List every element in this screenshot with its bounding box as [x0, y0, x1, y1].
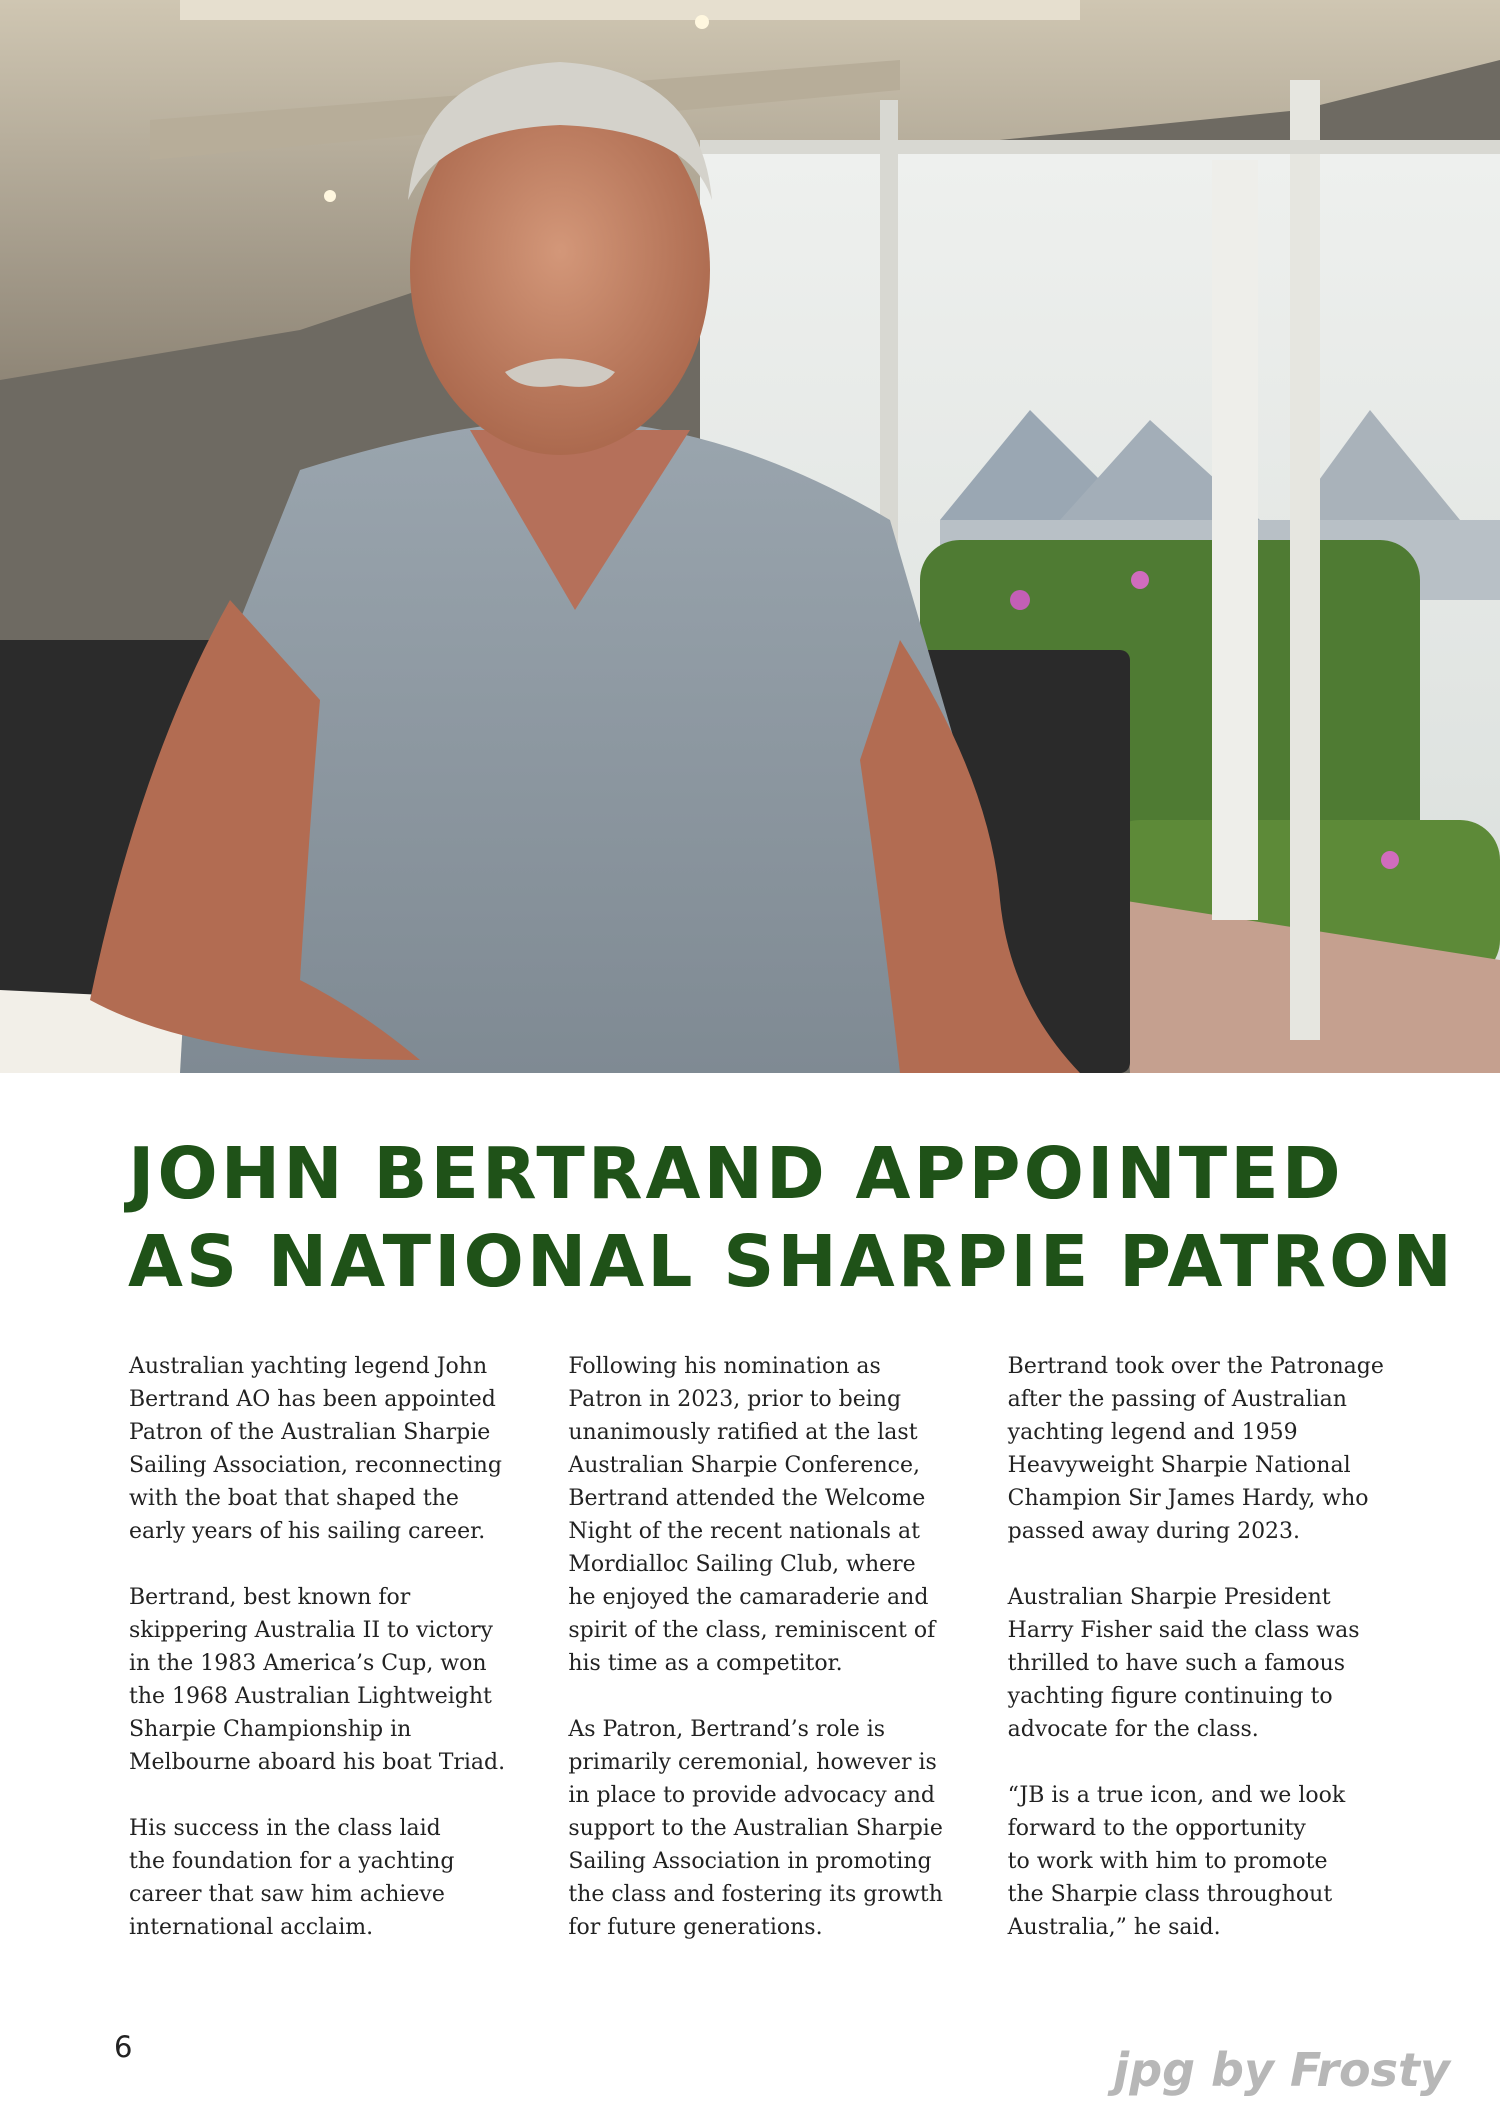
page-number: 6	[114, 2030, 133, 2064]
paragraph: As Patron, Bertrand’s role is primarily ceremonial, however is in place to provide advocacy and support to the Australian Sharpie Sailing Association in promoting the class and fostering its growth for future generations.	[568, 1717, 943, 1940]
paragraph: Following his nomination as Patron in 2023, prior to being unanimously ratified at the last Australian Sharpie Conference, Bertrand attended the Welcome Night of the recent nationals at Mordialloc Sailing Club, where he enjoyed the camaraderie and spirit of the class, reminiscent of his time as a competitor.	[568, 1354, 936, 1676]
paragraph: Australian yachting legend John Bertrand AO has been appointed Patron of the Australian Sharpie Sailing Association, reconnecting with the boat that shaped the early years of his sailing career.	[129, 1354, 502, 1544]
paragraph: Bertrand, best known for skippering Australia II to victory in the 1983 America’s Cup, won the 1968 Australian Lightweight Sharpie Championship in Melbourne aboard his boat Triad.	[129, 1585, 506, 1775]
paragraph: “JB is a true icon, and we look forward to the opportunity to work with him to promote the Sharpie class throughout Australia,” he said.	[1007, 1783, 1346, 1940]
paragraph: His success in the class laid the foundation for a yachting career that saw him achieve international acclaim.	[129, 1816, 455, 1940]
watermark: jpg by Frosty	[1113, 2043, 1450, 2097]
paragraph: Bertrand took over the Patronage after the passing of Australian yachting legend and 1959 Heavyweight Sharpie National Champion Sir James Hardy, who passed away during 2023.	[1007, 1354, 1384, 1544]
paragraph: Australian Sharpie President Harry Fisher said the class was thrilled to have such a famous yachting figure continuing to advocate for the class.	[1007, 1585, 1360, 1742]
headline-line-1: JOHN BERTRAND APPOINTED	[128, 1132, 1344, 1215]
headline-line-2: AS NATIONAL SHARPIE PATRON	[128, 1220, 1455, 1303]
article-headline	[128, 1130, 1455, 1306]
column-3	[1008, 1350, 1399, 1977]
column-2	[568, 1350, 959, 1977]
column-1	[129, 1350, 520, 1977]
article-body	[129, 1350, 1399, 1977]
